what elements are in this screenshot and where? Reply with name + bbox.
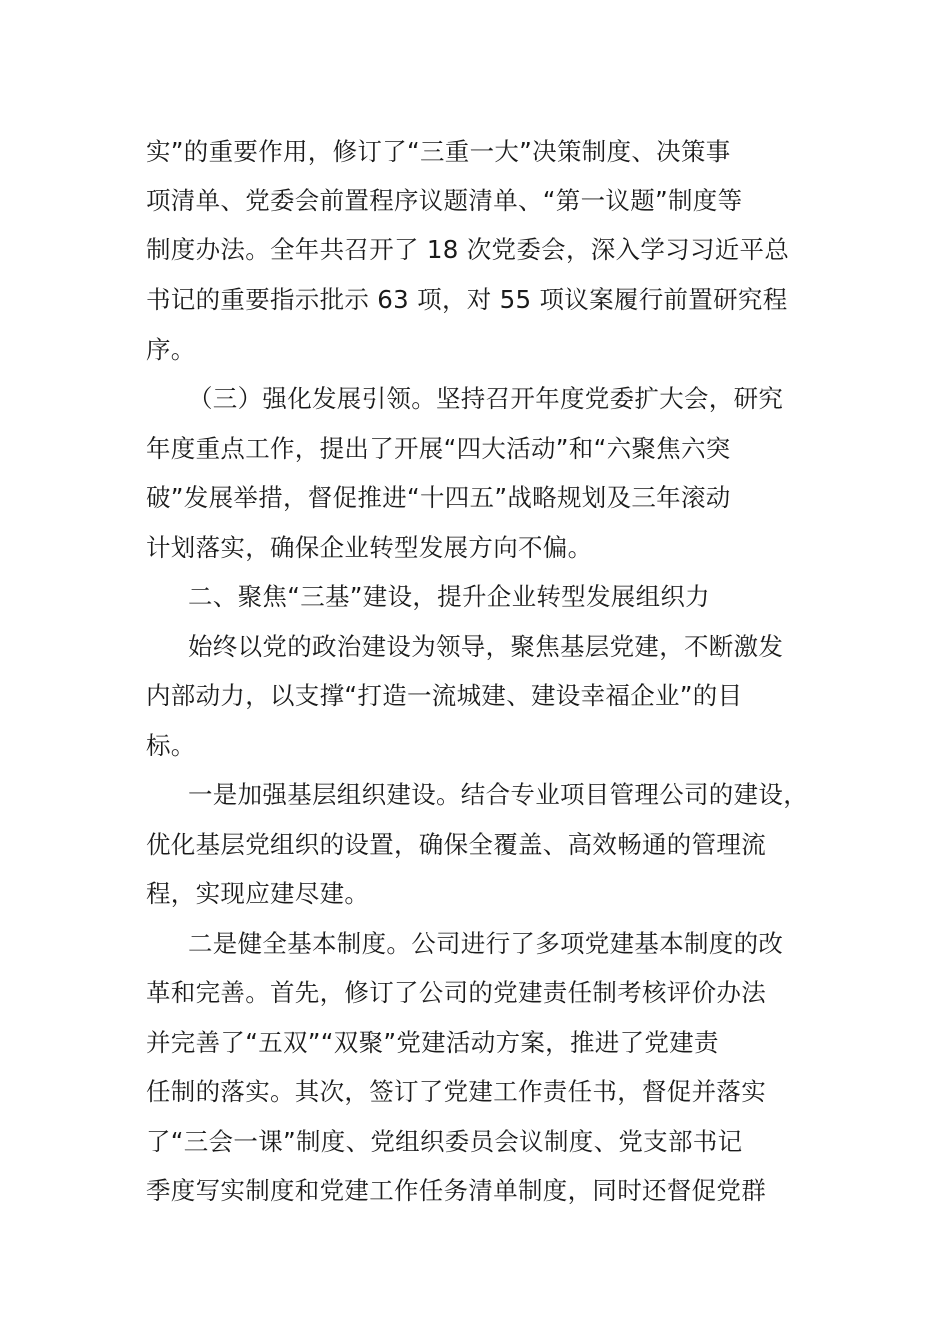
- text-line: 制度办法。全年共召开了 18 次党委会，深入学习习近平总: [146, 235, 790, 264]
- text-line: 破”发展举措，督促推进“十四五”战略规划及三年滚动: [146, 483, 731, 512]
- text-line: 计划落实，确保企业转型发展方向不偏。: [146, 533, 593, 562]
- section-heading-line: （三）强化发展引领。坚持召开年度党委扩大会，研究: [188, 384, 784, 413]
- text-line: 项清单、党委会前置程序议题清单、“第一议题”制度等: [146, 186, 743, 215]
- text-line: 实”的重要作用，修订了“三重一大”决策制度、决策事: [146, 137, 731, 166]
- text-line: 了“三会一课”制度、党组织委员会议制度、党支部书记: [146, 1127, 743, 1156]
- paragraph-first-line: 始终以党的政治建设为领导，聚焦基层党建，不断激发: [188, 632, 784, 661]
- paragraph-first-line: 一是加强基层组织建设。结合专业项目管理公司的建设，: [188, 780, 808, 809]
- text-line: 革和完善。首先，修订了公司的党建责任制考核评价办法: [146, 978, 766, 1007]
- text-line: 并完善了“五双”“双聚”党建活动方案，推进了党建责: [146, 1028, 719, 1057]
- text-line: 内部动力，以支撑“打造一流城建、建设幸福企业”的目: [146, 681, 743, 710]
- text-line: 标。: [146, 731, 196, 760]
- text-line: 年度重点工作，提出了开展“四大活动”和“六聚焦六突: [146, 434, 731, 463]
- text-line: 书记的重要指示批示 63 项，对 55 项议案履行前置研究程: [146, 285, 788, 314]
- paragraph-first-line: 二是健全基本制度。公司进行了多项党建基本制度的改: [188, 929, 784, 958]
- text-line: 季度写实制度和党建工作任务清单制度，同时还督促党群: [146, 1176, 766, 1205]
- text-line: 程，实现应建尽建。: [146, 879, 370, 908]
- text-line: 优化基层党组织的设置，确保全覆盖、高效畅通的管理流: [146, 830, 766, 859]
- text-line: 任制的落实。其次，签订了党建工作责任书，督促并落实: [146, 1077, 766, 1106]
- text-line: 序。: [146, 335, 196, 364]
- chapter-heading: 二、聚焦“三基”建设，提升企业转型发展组织力: [188, 582, 710, 611]
